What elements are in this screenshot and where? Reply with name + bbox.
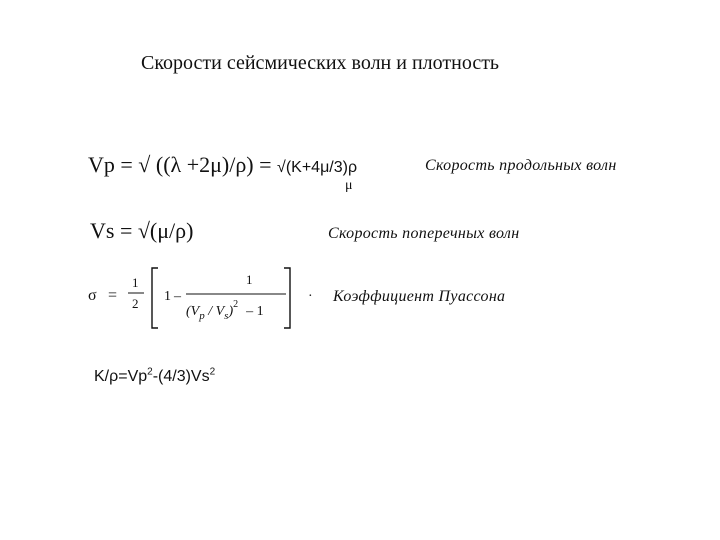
poisson-frac-num: 1 (246, 272, 253, 287)
den-minus: – 1 (246, 304, 264, 319)
poisson-left-bracket (152, 268, 158, 328)
page-title: Скорости сейсмических волн и плотность (141, 52, 500, 74)
den-s: s (224, 310, 229, 322)
den-right: ) (228, 304, 234, 319)
poisson-right-bracket (284, 268, 290, 328)
vp-formula (88, 152, 357, 178)
den-pow: 2 (233, 299, 239, 310)
den-left: (V (186, 304, 200, 319)
k-rel-mid: -(4/3)Vs (152, 368, 210, 385)
den-mid: / V (204, 304, 225, 319)
poisson-denominator (186, 299, 264, 322)
vp-formula-main: Vp = √ ((λ +2μ)/ρ) = (88, 152, 278, 177)
den-p: p (199, 310, 205, 322)
poisson-eq: = (108, 287, 118, 304)
poisson-dot: · (308, 289, 313, 304)
poisson-ratio-label: Коэффициент Пуассона (333, 288, 506, 305)
poisson-half-den: 2 (132, 296, 139, 311)
k-rel-sup1: 2 (147, 366, 153, 378)
poisson-sigma: σ (88, 287, 97, 304)
bulk-modulus-relation (94, 368, 215, 386)
transverse-wave-label: Скорость поперечных волн (328, 225, 520, 242)
k-rel-sup2: 2 (209, 366, 216, 378)
vp-formula-tail: √(K+4μ/3)ρ (277, 159, 358, 176)
poisson-one: 1 (164, 289, 171, 304)
poisson-ratio-formula (86, 262, 318, 342)
vs-formula: Vs = √(μ/ρ) (90, 218, 194, 243)
k-rel-lead: K/ρ=Vp (94, 368, 148, 385)
poisson-half-num: 1 (132, 275, 139, 290)
vp-under-mu: μ (345, 178, 353, 193)
longitudinal-wave-label: Скорость продольных волн (425, 157, 617, 174)
poisson-minus: – (174, 289, 181, 304)
